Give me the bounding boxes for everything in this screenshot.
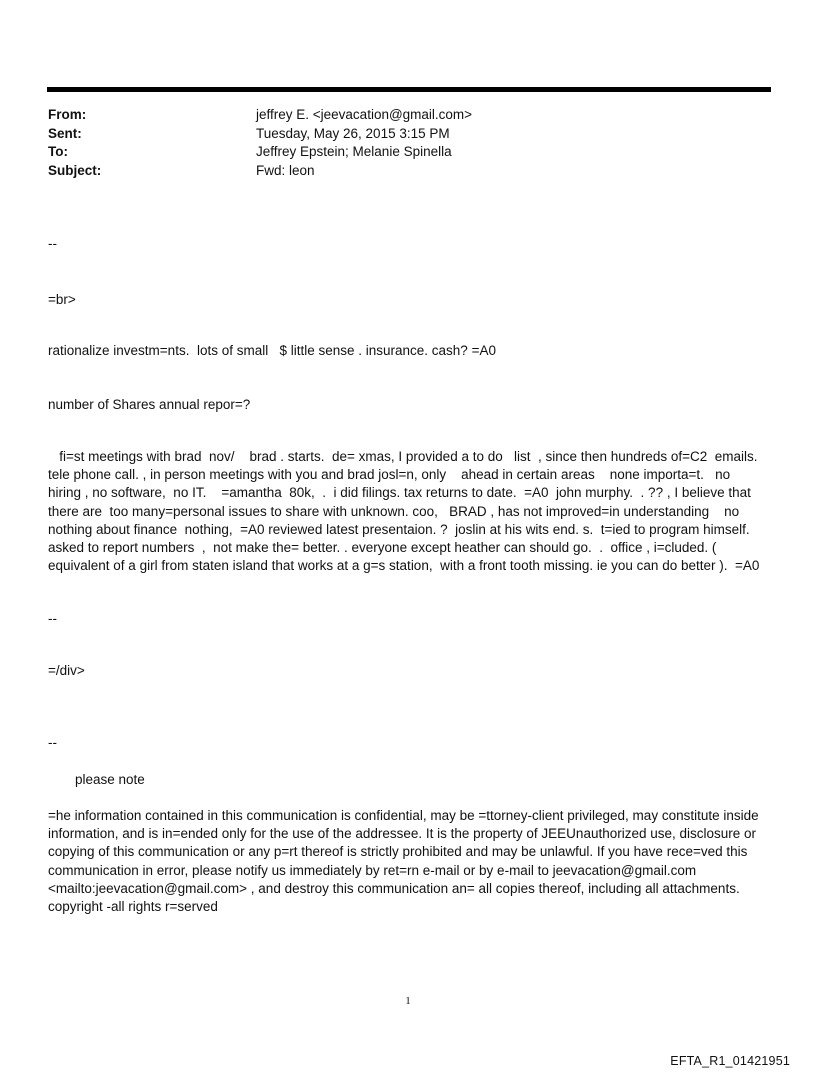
subject-label: Subject: xyxy=(48,162,102,178)
subject-value: Fwd: leon xyxy=(256,162,315,178)
header-rule xyxy=(47,87,771,92)
sent-label: Sent: xyxy=(48,125,82,141)
disclaimer-paragraph: =he information contained in this communication is confidential, may be =ttorney-client privileged, may constitute inside information, and is in=ended only for the use of the addressee. It is the property of JEEUnauthorized use, disclosure or copying of this communication or any p=rt thereof is strictly prohibited and may be unlawful. If you have rece=ved this communication in error, please notify us immediately by ret=rn e-mail or by e-mail to jeevacation@gmail.com <mailto:jeevacation@gmail.com> , and destroy this communication an= all copies thereof, including all attachments. copyright -all rights r=served xyxy=(48,808,763,915)
from-value: jeffrey E. <jeevacation@gmail.com> xyxy=(256,107,473,122)
email-header xyxy=(48,106,748,180)
to-value: Jeffrey Epstein; Melanie Spinella xyxy=(256,144,452,159)
separator-1: -- xyxy=(48,236,57,251)
separator-2: -- xyxy=(48,611,57,626)
separator-3: -- xyxy=(48,735,57,750)
from-row xyxy=(48,106,748,125)
from-label: From: xyxy=(48,107,87,122)
main-paragraph: fi=st meetings with brad nov/ brad . starts. de= xmas, I provided a to do list , since then hundreds of=C2 emails. tele phone call. , in person meetings with you and brad josl=n, only ahead in certain areas none importa=t. no hiring , no software, no IT. =amantha 80k, . i did filings. tax returns to date. =A0 john murphy. . ?? , I believe that there are too many=personal issues to share with unknown. coo, BRAD , has not improved=in understanding no nothing about finance nothing, =A0 reviewed latest presentaion. ? joslin at his wits end. s. t=ied to program himself. asked to report numbers , not make the= better. . everyone except heather can should go. . office , i=cluded. ( equivalent of a girl from staten island that works at a g=s station, with a front tooth missing. ie you can do better ). =A0 xyxy=(48,449,762,574)
page-number: 1 xyxy=(405,995,411,1007)
document-id: EFTA_R1_01421951 xyxy=(670,1054,790,1068)
div-tag-line: =/div> xyxy=(48,663,85,678)
subject-row xyxy=(48,162,748,181)
investment-line: rationalize investm=nts. lots of small $ little sense . insurance. cash? =A0 xyxy=(48,343,496,358)
to-label: To: xyxy=(48,144,68,159)
sent-row xyxy=(48,125,748,144)
br-tag-line: =br> xyxy=(48,292,76,307)
note-label: please note xyxy=(75,772,145,787)
to-row xyxy=(48,143,748,162)
sent-value: Tuesday, May 26, 2015 3:15 PM xyxy=(256,125,450,141)
shares-line: number of Shares annual repor=? xyxy=(48,397,251,412)
